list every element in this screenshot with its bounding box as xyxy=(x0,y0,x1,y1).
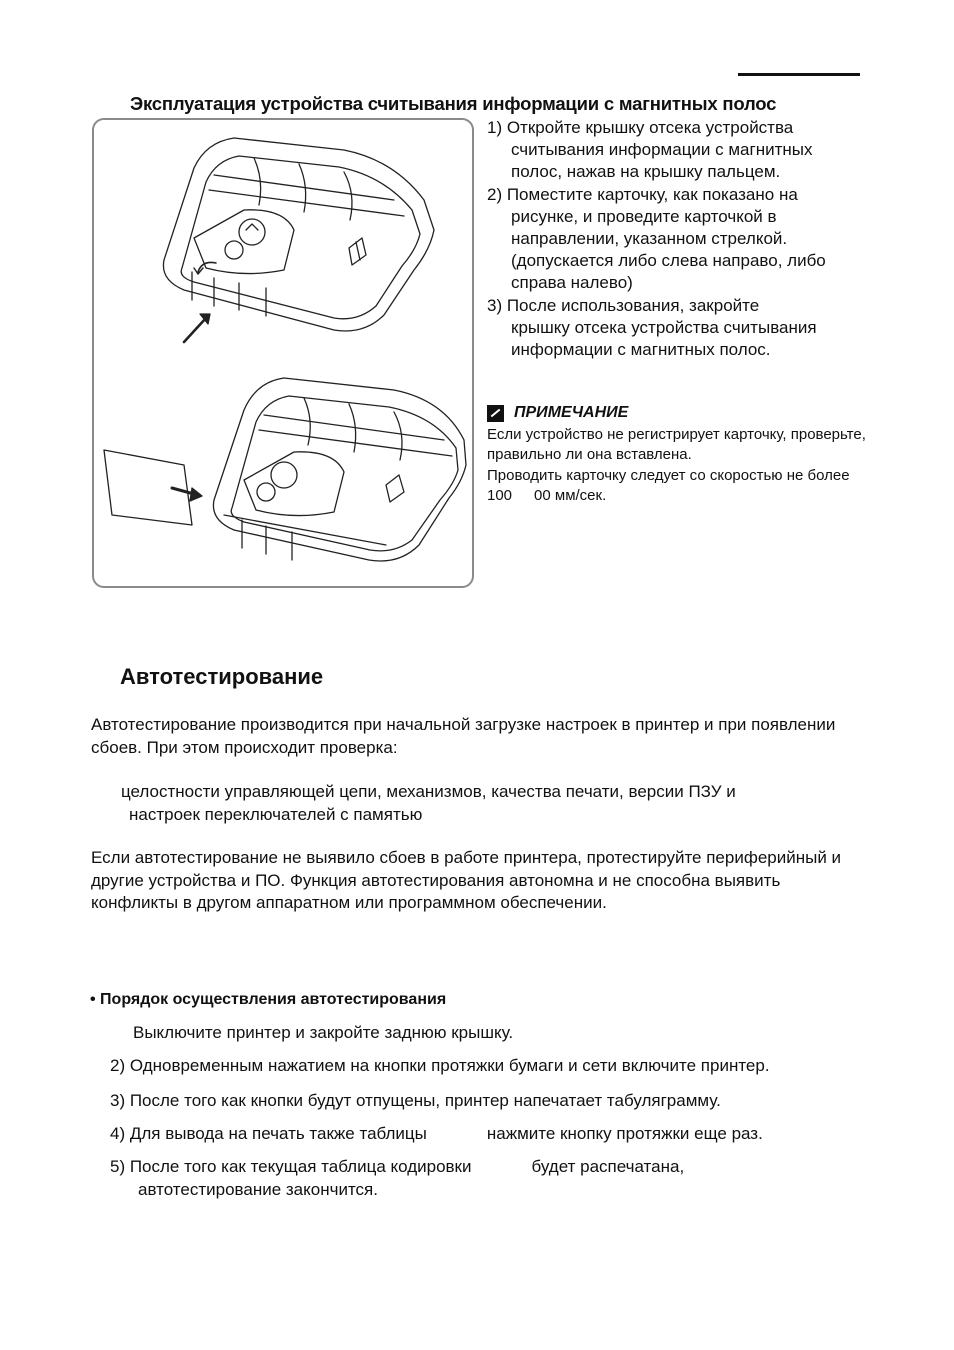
msr-step-3 xyxy=(487,295,867,362)
msr-step-1-rest: считывания информации с магнитных полос, нажав на крышку пальцем. xyxy=(511,140,813,182)
msr-step-3-first: 3) После использования, закройте xyxy=(487,295,760,315)
procedure-step-2: 2) Одновременным нажатием на кнопки протяжки бумаги и сети включите принтер. xyxy=(110,1056,770,1075)
header-rule xyxy=(738,73,860,76)
procedure-step-3: 3) После того как кнопки будут отпущены, принтер напечатает табуляграмму. xyxy=(110,1091,721,1110)
procedure-heading: • Порядок осуществления автотестирования xyxy=(90,991,447,1008)
section-title-msr: Эксплуатация устройства считывания информации с магнитных полос xyxy=(130,93,777,114)
procedure-step-4 xyxy=(110,1123,890,1146)
note-line-2a: Проводить карточку следует со скоростью не более 100 xyxy=(487,466,850,504)
selftest-paragraph-2-first: целостности управляющей цепи, механизмов, качества печати, версии ПЗУ и xyxy=(121,782,736,801)
procedure-step-4b: нажмите кнопку протяжки еще раз. xyxy=(486,1124,763,1143)
msr-step-2-first: 2) Поместите карточку, как показано на xyxy=(487,184,798,204)
printer-illustration xyxy=(92,118,474,588)
msr-step-3-rest: крышку отсека устройства считывания информации с магнитных полос. xyxy=(511,317,817,360)
selftest-paragraph-2 xyxy=(121,781,861,826)
printer-bottom-drawing xyxy=(104,378,466,561)
note-line-1: Если устройство не регистрирует карточку, проверьте, правильно ли она вставлена. xyxy=(487,425,866,463)
note-box xyxy=(487,403,867,507)
procedure-step-1: Выключите принтер и закройте заднюю крышку. xyxy=(133,1023,514,1042)
msr-step-2 xyxy=(487,184,867,295)
printer-top-drawing xyxy=(163,138,434,342)
msr-step-1 xyxy=(487,117,867,184)
procedure-step-4a: 4) Для вывода на печать также таблицы xyxy=(110,1124,427,1143)
selftest-paragraph-3: Если автотестирование не выявило сбоев в работе принтера, протестируйте периферийный и другие устройства и ПО. Функция автотестирования автономна и не способна выявить конфликты в другом аппаратном или программном обеспечении. xyxy=(91,848,842,912)
note-line-2 xyxy=(487,466,867,507)
pencil-note-icon xyxy=(487,405,504,422)
procedure-step-5b: будет распечатана, xyxy=(531,1157,685,1176)
procedure-step-5c: автотестирование закончится. xyxy=(138,1179,378,1199)
selftest-paragraph-1: Автотестирование производится при начальной загрузке настроек в принтер и при появлении сбоев. При этом происходит проверка: xyxy=(91,715,836,757)
procedure-step-5a: 5) После того как текущая таблица кодировки xyxy=(110,1157,472,1176)
note-heading-row xyxy=(487,403,867,424)
msr-steps xyxy=(487,117,867,361)
note-line-2b: 00 мм/сек. xyxy=(534,487,607,504)
procedure-step-5 xyxy=(110,1156,890,1201)
selftest-paragraph-2-rest: настроек переключателей с памятью xyxy=(129,804,423,824)
msr-step-2-rest: рисунке, и проведите карточкой в направлении, указанном стрелкой. (допускается либо слева направо, либо справа налево) xyxy=(511,206,826,293)
note-heading: ПРИМЕЧАНИЕ xyxy=(514,404,629,421)
msr-step-1-first: 1) Откройте крышку отсека устройства xyxy=(487,118,794,137)
selftest-heading: Автотестирование xyxy=(120,664,324,689)
